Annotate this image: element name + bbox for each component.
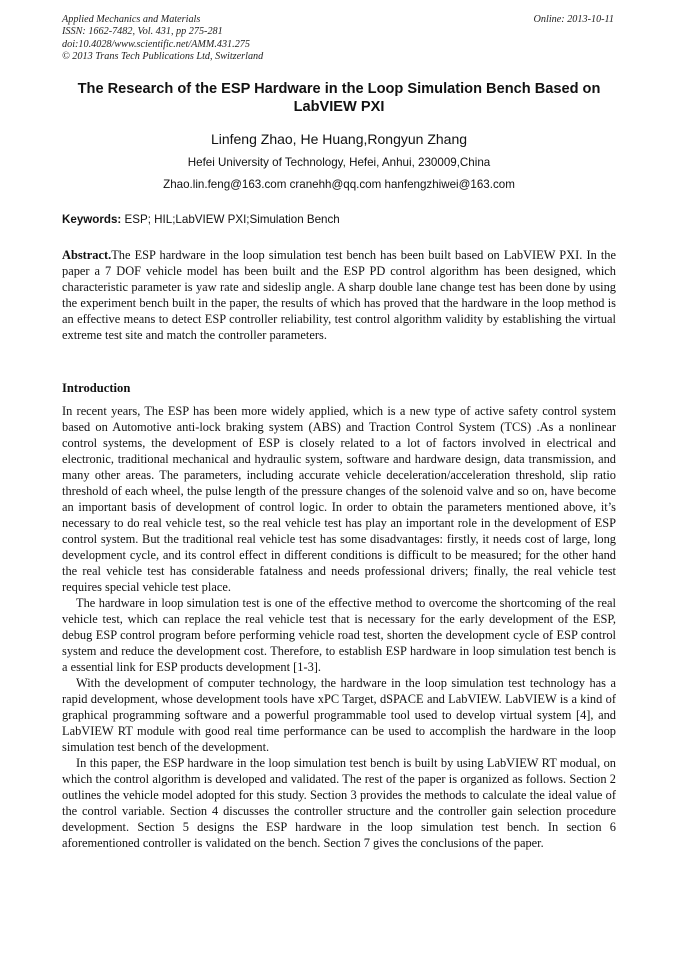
doi-line[interactable]: doi:10.4028/www.scientific.net/AMM.431.275 xyxy=(62,38,250,50)
author-emails[interactable]: Zhao.lin.feng@163.com cranehh@qq.com hanfengzhiwei@163.com xyxy=(163,178,515,191)
keywords-text: ESP; HIL;LabVIEW PXI;Simulation Bench xyxy=(124,213,340,226)
intro-paragraph-3: With the development of computer technology, the hardware in the loop simulation test technology has a rapid development, whose development tools have xPC Target, dSPACE and LabVIEW. LabVIEW is a kind of graphical programming software and a powerful programmable tool used to develop virtual system [4], and LabVIEW RT module with good real time performance can be used to accomplish the hardware in the loop simulation test bench of the development. xyxy=(62,676,616,754)
authors: Linfeng Zhao, He Huang,Rongyun Zhang xyxy=(210,131,468,147)
online-date: Online: 2013-10-11 xyxy=(533,14,614,25)
affiliation: Hefei University of Technology, Hefei, Anhui, 230009,China xyxy=(187,156,491,169)
journal-name: Applied Mechanics and Materials xyxy=(62,14,201,25)
intro-paragraph-2: The hardware in loop simulation test is one of the effective method to overcome the shortcoming of the real vehicle test, which can replace the real vehicle test that is necessary for the early development of the ESP, debug ESP control program before performing vehicle road test, shorten the development cycle of ESP control system and reduce the development cost. Therefore, to establish ESP hardware in loop simulation test bench is a essential link for ESP products development [1-3]. xyxy=(62,596,616,674)
abstract xyxy=(62,247,616,343)
intro-paragraph-1: In recent years, The ESP has been more widely applied, which is a new type of active safety control system based on Automotive anti-lock braking system (ABS) and Traction Control System (TCS) .As a nonlinear control systems, the development of ESP is closely related to a lot of factors involved in electrical and electronic, traditional mechanical and hydraulic system, software and hardware design, data transmission, and many other areas. The parameters, including accurate vehicle deceleration/acceleration threshold, slip ratio threshold of each wheel, the pulse length of the pressure changes of the solenoid valve and so on, have become an important basis of development of control logic. In order to obtain the parameters mentioned above, it’s necessary to do real vehicle test, so the real vehicle test has play an important role in the development of ESP control system. But the traditional real vehicle test has some disadvantages: firstly, it needs cost of large, long development cycle, and its control effect in different conditions is difficult to be measured; for the other hand the real vehicle test has considerable fatalness and needs professional drivers; finally, the real vehicle test requires special vehicle test place. xyxy=(62,404,616,594)
copyright-line: © 2013 Trans Tech Publications Ltd, Switzerland xyxy=(62,50,264,62)
keywords xyxy=(62,212,616,228)
introduction-body xyxy=(62,403,616,851)
paper-title: The Research of the ESP Hardware in the Loop Simulation Bench Based on LabVIEW PXI xyxy=(77,81,601,115)
abstract-text: The ESP hardware in the loop simulation test bench has been built based on LabVIEW PXI. In the paper a 7 DOF vehicle model has been built and the ESP PD control algorithm has been designed, which characteristic parameter is yaw rate and sideslip angle. A sharp double lane change test has been done by using the experiment bench built in the paper, the results of which has proved that the hardware in the loop method is an effective means to detect ESP controller reliability, test control algorithm validity by establishing the virtual extreme test site and match the controller parameters. xyxy=(62,248,616,342)
section-heading-introduction: Introduction xyxy=(62,381,131,395)
intro-paragraph-4: In this paper, the ESP hardware in the loop simulation test bench is built by using LabVIEW RT modual, on which the control algorithm is developed and validated. The rest of the paper is organized as follows. Section 2 outlines the vehicle model adopted for this study. Section 3 provides the methods to calculate the ideal value of the control variable. Section 4 discusses the controller structure and the controller gain selection procedure development. Section 5 designs the ESP hardware in the loop simulation test bench. In section 6 aforementioned controller is validated on the bench. Section 7 gives the conclusions of the paper. xyxy=(62,756,616,850)
abstract-label: Abstract. xyxy=(62,248,112,262)
issn-line: ISSN: 1662-7482, Vol. 431, pp 275-281 xyxy=(62,26,223,38)
keywords-label: Keywords: xyxy=(62,213,122,226)
journal-info xyxy=(62,14,382,63)
